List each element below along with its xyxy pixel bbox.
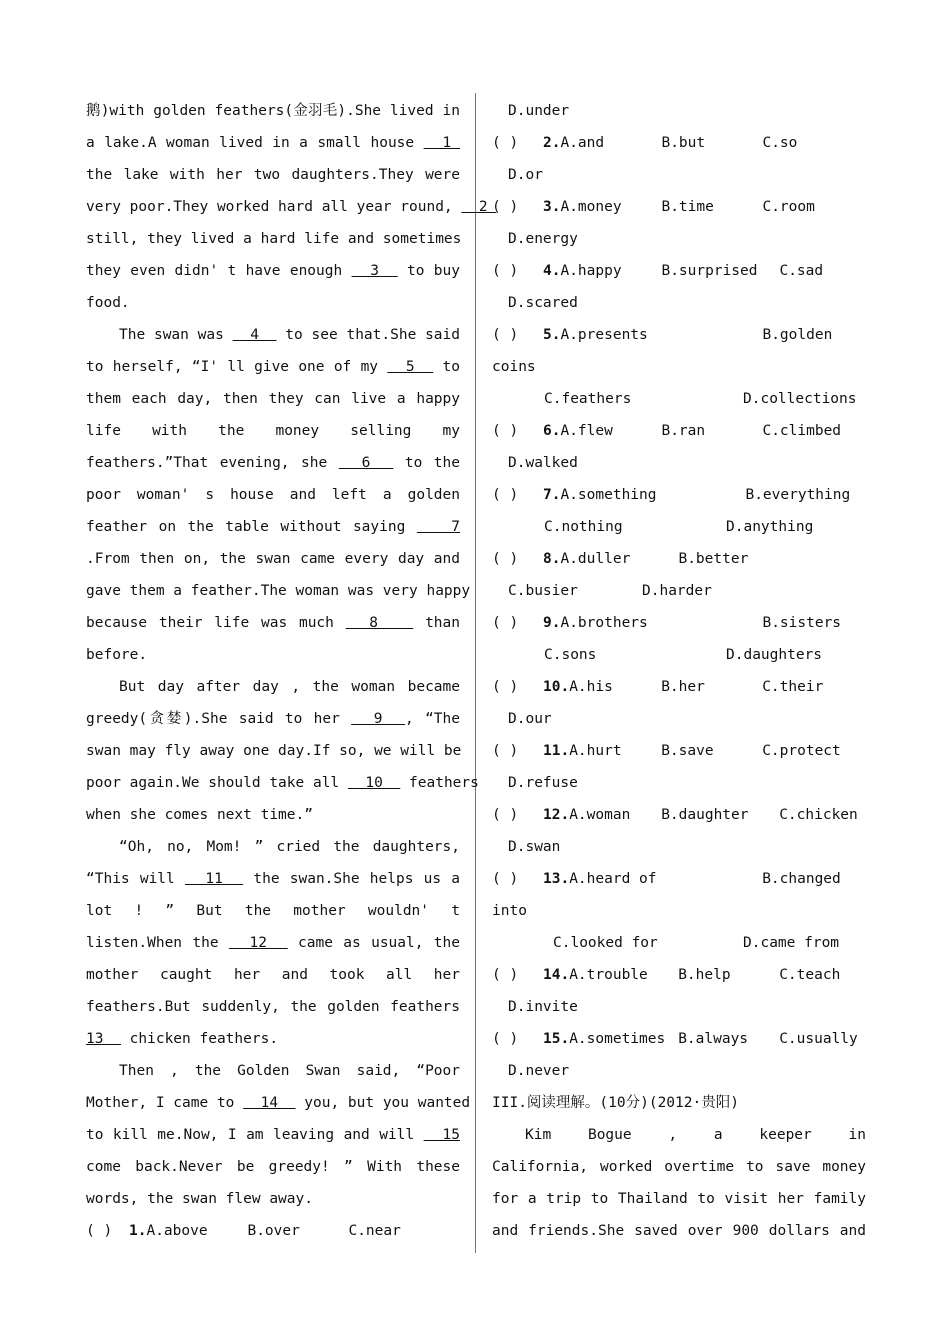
option-b: B.daughter [661,807,749,823]
option-c: C.sons [544,647,597,663]
blank-5: 5 [387,359,434,375]
section-heading: III.阅读理解。(10分)(2012·贵阳) [492,1095,739,1111]
question-13-options [492,927,866,959]
question-number: 4. [543,263,561,279]
question-9-options [492,639,866,671]
option-a: A.heard of [569,871,657,887]
option-d: D.our [508,711,552,727]
passage-line: poor again.We should take all 10 feathers [86,775,479,791]
option-c: C.near [348,1223,401,1239]
passage-line: they even didn' t have enough 3 to buy [86,263,460,279]
blank-3: 3 [351,263,398,279]
question-3 [492,191,866,223]
passage-line: lot ! ” But the mother wouldn' t [86,903,460,919]
question-6 [492,415,866,447]
passage-line: 13 chicken feathers. [86,1031,279,1047]
option-d: D.never [508,1063,570,1079]
passage-line: because their life was much 8 than [86,615,460,631]
question-number: 2. [543,135,561,151]
blank-10: 10 [347,775,401,791]
option-b: B.sisters [762,615,842,631]
option-d: D.daughters [726,647,823,663]
question-number: 14. [543,967,570,983]
option-b: B.time [661,199,714,215]
option-d: D.under [508,103,570,119]
question-8 [492,543,866,575]
passage-line: gave them a feather.The woman was very happy [86,583,471,599]
option-c: C.sad [779,263,824,279]
question-11 [492,735,866,767]
option-b: B.always [678,1031,749,1047]
question-number: 8. [543,551,561,567]
passage-line: feathers.”That evening, she 6 to the [86,455,460,471]
option-b: B.but [661,135,706,151]
passage-line: “This will 11 the swan.She helps us a [86,871,461,887]
passage-line: when she comes next time.” [86,807,313,823]
passage-line: life with the money selling my [86,423,460,439]
option-a: A.woman [569,807,631,823]
passage-line: food. [86,295,130,311]
passage-line: to kill me.Now, I am leaving and will 15 [86,1127,460,1143]
question-9 [492,607,866,639]
column-divider [475,93,476,1253]
option-b: B.golden [762,327,833,343]
passage-line: poor woman' s house and left a golden [86,487,460,503]
passage-line: very poor.They worked hard all year round, 2 [86,199,497,215]
reading-line: California, worked overtime to save money [492,1159,866,1175]
blank-14: 14 [243,1095,296,1111]
option-b: B.surprised [661,263,758,279]
question-14 [492,959,866,991]
answer-paren: ( ) [492,1031,519,1047]
option-d: D.came from [743,935,840,951]
answer-paren: ( ) [492,807,519,823]
blank-13: 13 [86,1031,121,1047]
option-d: D.energy [508,231,578,247]
answer-paren: ( ) [492,551,519,567]
question-15 [492,1023,866,1055]
question-number: 5. [543,327,561,343]
question-number: 12. [543,807,570,823]
passage-line: a lake.A woman lived in a small house 1 [86,135,460,151]
passage-line: listen.When the 12 came as usual, the [86,935,460,951]
question-12 [492,799,866,831]
answer-paren: ( ) [492,967,519,983]
question-number: 7. [543,487,561,503]
answer-paren: ( ) [86,1223,113,1239]
passage-line: to herself, “I' ll give one of my 5 to [86,359,460,375]
passage-line: The swan was 4 to see that.She said [119,327,460,343]
option-a: A.money [560,199,622,215]
question-number: 1. [129,1223,147,1239]
option-a: A.trouble [569,967,648,983]
option-d: D.collections [743,391,857,407]
option-b: B.everything [745,487,851,503]
answer-paren: ( ) [492,327,519,343]
option-d: D.invite [508,999,578,1015]
option-c: C.nothing [544,519,623,535]
question-10 [492,671,866,703]
question-8-options [492,575,866,607]
question-number: 9. [543,615,561,631]
question-number: 13. [543,871,570,887]
question-number: 15. [543,1031,570,1047]
answer-paren: ( ) [492,743,519,759]
option-a: A.and [560,135,605,151]
questions-column [492,95,866,1247]
blank-11: 11 [184,871,244,887]
question-4 [492,255,866,287]
passage-line: words, the swan flew away. [86,1191,313,1207]
option-d: D.scared [508,295,578,311]
passage-line: Mother, I came to 14 you, but you wanted [86,1095,471,1111]
question-5 [492,319,866,351]
option-c: C.so [762,135,798,151]
answer-paren: ( ) [492,615,519,631]
option-d: D.refuse [508,775,578,791]
reading-line: and friends.She saved over 900 dollars and [492,1223,866,1239]
option-b: B.her [661,679,705,695]
option-c: C.chicken [779,807,858,823]
passage-line: feathers.But suddenly, the golden feathers [86,999,460,1015]
passage-line: “Oh, no, Mom! ” cried the daughters, [119,839,460,855]
question-7 [492,479,866,511]
answer-paren: ( ) [492,679,519,695]
option-d: D.or [508,167,543,183]
blank-7: 7 [416,519,460,535]
option-c: C.usually [779,1031,858,1047]
passage-line: Then , the Golden Swan said, “Poor [119,1063,460,1079]
passage-line: But day after day , the woman became [119,679,460,695]
option-b: B.ran [661,423,706,439]
option-b: B.save [661,743,714,759]
blank-6: 6 [338,455,394,471]
passage-line: before. [86,647,148,663]
question-1 [86,1215,460,1247]
passage-line: greedy(贪婪).She said to her 9 , “The [86,711,460,727]
option-b-continued: coins [492,359,536,375]
answer-paren: ( ) [492,199,519,215]
passage-line: still, they lived a hard life and sometimes [86,231,462,247]
option-a: A.hurt [569,743,622,759]
option-b: B.help [678,967,731,983]
question-number: 6. [543,423,561,439]
option-a: A.his [569,679,613,695]
option-a: A.presents [560,327,648,343]
answer-paren: ( ) [492,263,519,279]
answer-paren: ( ) [492,487,519,503]
answer-paren: ( ) [492,423,519,439]
passage-line: the lake with her two daughters.They were [86,167,460,183]
option-c: C.room [762,199,815,215]
passage-line: them each day, then they can live a happy [86,391,460,407]
passage-line: .From then on, the swan came every day and [86,551,460,567]
option-c: C.looked for [553,935,658,951]
blank-15: 15 [423,1127,460,1143]
passage-line: mother caught her and took all her [86,967,460,983]
option-c: C.their [762,679,824,695]
question-5-options [492,383,866,415]
option-a: A.sometimes [569,1031,666,1047]
option-b: B.better [678,551,749,567]
question-number: 11. [543,743,570,759]
question-number: 3. [543,199,561,215]
answer-paren: ( ) [492,871,519,887]
question-2 [492,127,866,159]
answer-paren: ( ) [492,135,519,151]
blank-2: 2 [461,199,497,215]
option-c: C.protect [762,743,841,759]
option-d: D.swan [508,839,561,855]
option-a: A.flew [560,423,613,439]
question-number: 10. [543,679,570,695]
passage-line: swan may fly away one day.If so, we will be [86,743,462,759]
question-7-options [492,511,866,543]
option-c: C.teach [779,967,841,983]
blank-12: 12 [228,935,288,951]
option-a: A.something [560,487,657,503]
option-c: C.climbed [762,423,842,439]
blank-8: 8 [345,615,414,631]
option-d: D.harder [642,583,712,599]
passage-column [86,95,497,1247]
option-b: B.over [247,1223,300,1239]
question-13 [492,863,866,895]
passage-line: 鹅)with golden feathers(金羽毛).She lived in [86,103,460,119]
reading-line: for a trip to Thailand to visit her family [492,1191,866,1207]
reading-line: Kim Bogue , a keeper in [525,1127,866,1143]
option-a: A.duller [560,551,631,567]
option-a: A.happy [560,263,622,279]
blank-1: 1 [423,135,460,151]
option-b-continued: into [492,903,527,919]
option-a: A.brothers [560,615,648,631]
option-d: D.walked [508,455,578,471]
passage-line: feather on the table without saying 7 [86,519,460,535]
option-b: B.changed [762,871,841,887]
blank-9: 9 [351,711,406,727]
option-a: A.above [146,1223,208,1239]
passage-line: come back.Never be greedy! ” With these [86,1159,460,1175]
option-c: C.feathers [544,391,632,407]
option-d: D.anything [726,519,814,535]
option-c: C.busier [508,583,578,599]
blank-4: 4 [232,327,277,343]
